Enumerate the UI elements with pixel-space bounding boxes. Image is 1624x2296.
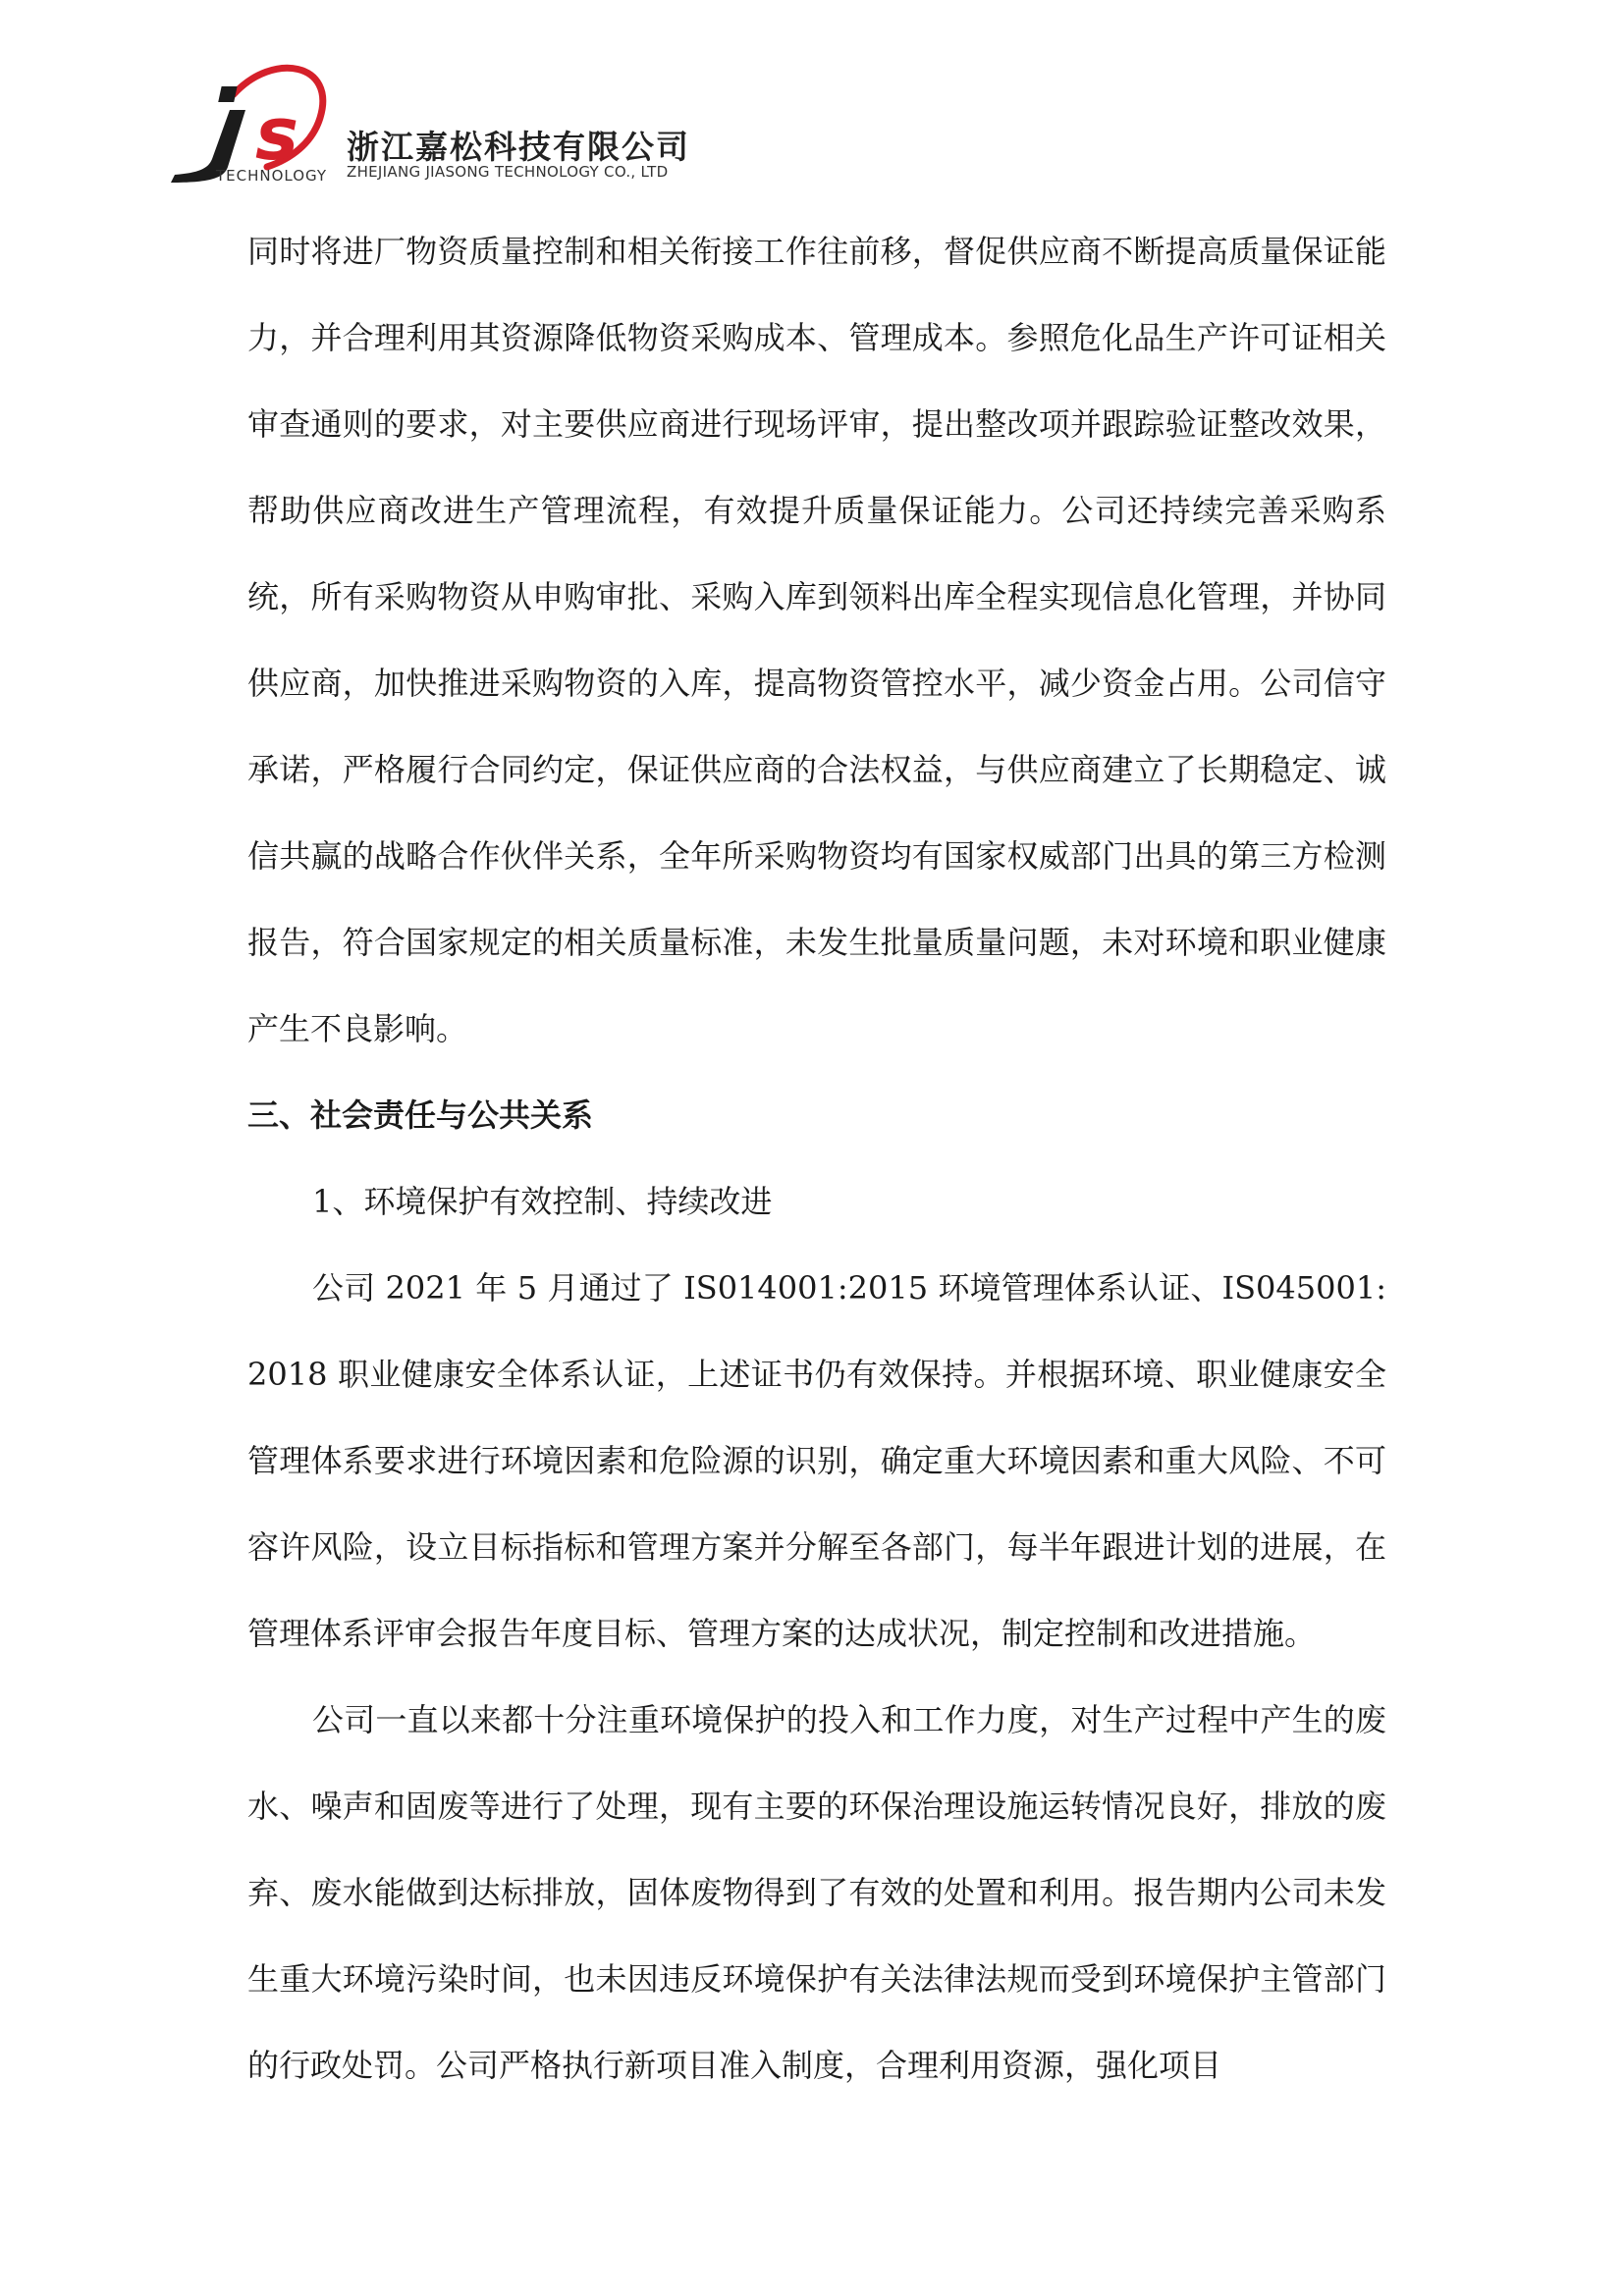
logo-technology-text: TECHNOLOGY <box>216 167 328 185</box>
paragraph-2: 公司 2021 年 5 月通过了 IS014001:2015 环境管理体系认证、IS045001:2018 职业健康安全体系认证，上述证书仍有效保持。并根据环境、职业健康安全管理体系要求进行环境因素和危险源的识别，确定重大环境因素和重大风险、不可容许风险，设立目标指标和管理方案并分解至各部门，每半年跟进计划的进展，在管理体系评审会报告年度目标、管理方案的达成状况，制定控制和改进措施。 <box>247 1269 1386 1652</box>
paragraph-3: 公司一直以来都十分注重环境保护的投入和工作力度，对生产过程中产生的废水、噪声和固废等进行了处理，现有主要的环保治理设施运转情况良好，排放的废弃、废水能做到达标排放，固体废物得到了有效的处置和利用。报告期内公司未发生重大环境污染时间，也未因违反环境保护有关法律法规而受到环境保护主管部门的行政处罚。公司严格执行新项目准入制度，合理利用资源，强化项目 <box>247 1701 1386 2084</box>
paragraph-1: 同时将进厂物资质量控制和相关衔接工作往前移，督促供应商不断提高质量保证能力，并合理利用其资源降低物资采购成本、管理成本。参照危化品生产许可证相关审查通则的要求，对主要供应商进行现场评审，提出整改项并跟踪验证整改效果，帮助供应商改进生产管理流程，有效提升质量保证能力。公司还持续完善采购系统，所有采购物资从申购审批、采购入库到领料出库全程实现信息化管理，并协同供应商，加快推进采购物资的入库，提高物资管控水平，减少资金占用。公司信守承诺，严格履行合同约定，保证供应商的合法权益，与供应商建立了长期稳定、诚信共赢的战略合作伙伴关系，全年所采购物资均有国家权威部门出具的第三方检测报告，符合国家规定的相关质量标准，未发生批量质量问题，未对环境和职业健康产生不良影响。 <box>247 233 1386 1047</box>
document-body <box>247 208 1386 2109</box>
company-name-cn: 浙江嘉松科技有限公司 <box>347 128 690 166</box>
svg-text:s: s <box>255 92 299 177</box>
company-name-en: ZHEJIANG JIASONG TECHNOLOGY CO., LTD <box>347 163 669 181</box>
page-header <box>165 57 715 194</box>
subsection-heading: 1、环境保护有效控制、持续改进 <box>312 1183 773 1220</box>
section-heading: 三、社会责任与公共关系 <box>247 1096 594 1134</box>
